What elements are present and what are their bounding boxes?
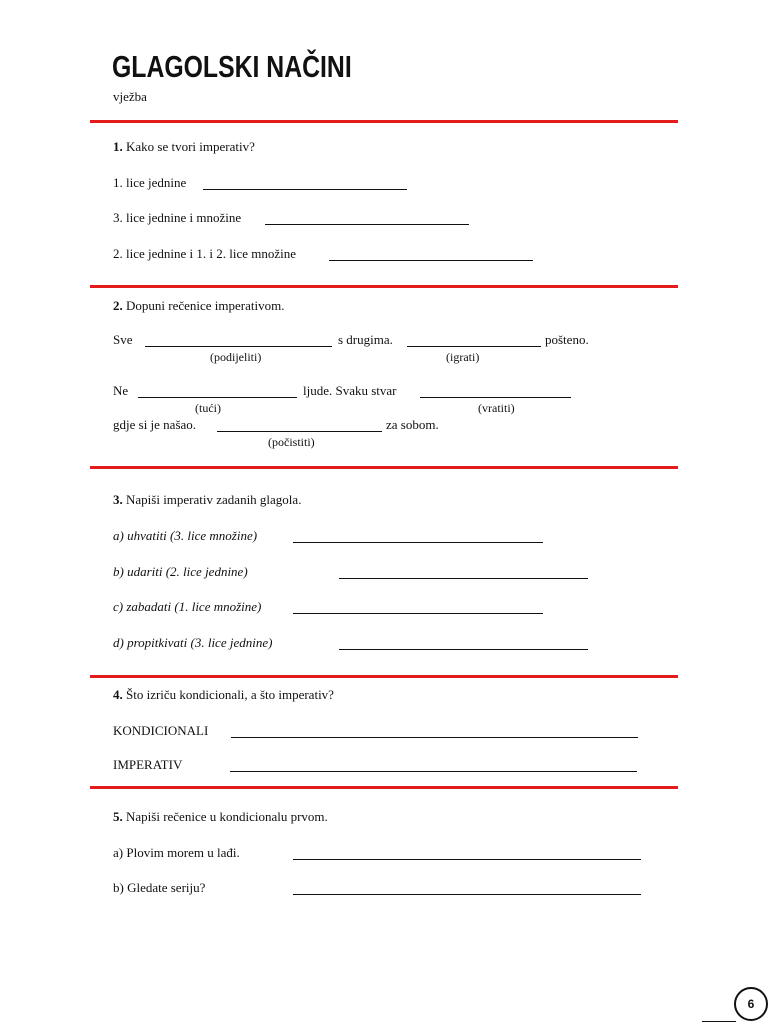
section-divider — [90, 786, 678, 789]
q1-heading — [113, 139, 255, 155]
q4-answer-line-kondicionali[interactable] — [231, 737, 638, 738]
q3-item-a-label: a) uhvatiti (3. lice množine) — [113, 528, 258, 543]
q2-s1-end: pošteno. — [545, 332, 589, 347]
section-divider — [90, 120, 678, 123]
q5-answer-line-b[interactable] — [293, 894, 641, 895]
q3-heading — [113, 492, 301, 508]
q2-blank-podijeliti[interactable] — [145, 346, 332, 347]
q3-text: Napiši imperativ zadanih glagola. — [126, 492, 302, 507]
q4-heading — [113, 687, 334, 703]
q2-s1-middle: s drugima. — [338, 332, 393, 347]
q2-hint-podijeliti: (podijeliti) — [210, 350, 262, 364]
q2-blank-igrati[interactable] — [407, 346, 541, 347]
q4-kondicionali-label: KONDICIONALI — [113, 723, 209, 738]
page-number-line — [702, 1021, 736, 1022]
q5-text: Napiši rečenice u kondicionalu prvom. — [126, 809, 328, 824]
q2-s3-end: za sobom. — [386, 417, 439, 432]
q2-number: 2. — [113, 298, 123, 313]
q4-number: 4. — [113, 687, 123, 702]
q2-s2-middle: ljude. Svaku stvar — [303, 383, 397, 398]
page-subtitle: vježba — [113, 89, 147, 104]
q2-heading — [113, 298, 284, 314]
q5-item-b-label: b) Gledate seriju? — [113, 880, 206, 895]
q3-answer-line-d[interactable] — [339, 649, 588, 650]
q2-hint-tuci: (tući) — [195, 401, 221, 415]
q1-answer-line-2[interactable] — [265, 224, 469, 225]
q1-text: Kako se tvori imperativ? — [126, 139, 255, 154]
q4-imperativ-label: IMPERATIV — [113, 757, 183, 772]
section-divider — [90, 675, 678, 678]
q5-item-a-label: a) Plovim morem u lađi. — [113, 845, 240, 860]
q2-hint-vratiti: (vratiti) — [478, 401, 515, 415]
q2-blank-pocistiti[interactable] — [217, 431, 382, 432]
page-number: 6 — [734, 987, 768, 1021]
q3-item-d-label: d) propitkivati (3. lice jednine) — [113, 635, 273, 650]
q1-number: 1. — [113, 139, 123, 154]
section-divider — [90, 466, 678, 469]
q5-answer-line-a[interactable] — [293, 859, 641, 860]
q2-hint-pocistiti: (počistiti) — [268, 435, 315, 449]
q4-text: Što izriču kondicionali, a što imperativ? — [126, 687, 334, 702]
q1-item-2-label: 3. lice jednine i množine — [113, 210, 242, 225]
q1-answer-line-3[interactable] — [329, 260, 533, 261]
q3-item-b-label: b) udariti (2. lice jednine) — [113, 564, 248, 579]
section-divider — [90, 285, 678, 288]
q2-hint-igrati: (igrati) — [446, 350, 480, 364]
q1-answer-line-1[interactable] — [203, 189, 407, 190]
q3-answer-line-a[interactable] — [293, 542, 543, 543]
q5-heading — [113, 809, 328, 825]
q3-number: 3. — [113, 492, 123, 507]
q2-s1-start: Sve — [113, 332, 133, 347]
q2-s2-start: Ne — [113, 383, 129, 398]
q3-item-c-label: c) zabadati (1. lice množine) — [113, 599, 262, 614]
q3-answer-line-b[interactable] — [339, 578, 588, 579]
q2-blank-tuci[interactable] — [138, 397, 297, 398]
q2-text: Dopuni rečenice imperativom. — [126, 298, 285, 313]
q3-answer-line-c[interactable] — [293, 613, 543, 614]
q2-s3-start: gdje si je našao. — [113, 417, 197, 432]
q5-number: 5. — [113, 809, 123, 824]
q1-item-1-label: 1. lice jednine — [113, 175, 187, 190]
q4-answer-line-imperativ[interactable] — [230, 771, 637, 772]
page-title: GLAGOLSKI NAČINI — [112, 49, 352, 84]
q1-item-3-label: 2. lice jednine i 1. i 2. lice množine — [113, 246, 297, 261]
q2-blank-vratiti[interactable] — [420, 397, 571, 398]
